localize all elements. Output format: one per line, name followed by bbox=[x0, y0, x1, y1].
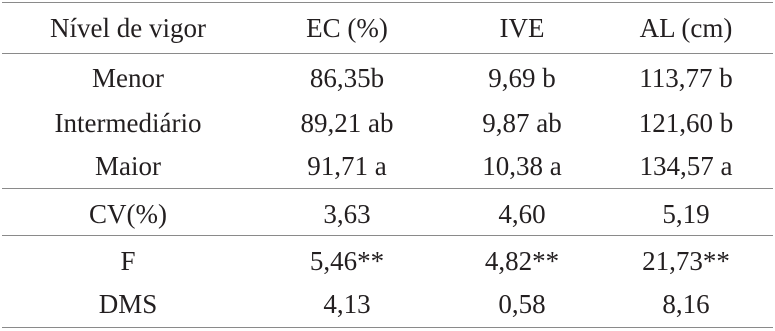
ec-value: 4,13 bbox=[323, 289, 371, 319]
ec-value: 91,71 a bbox=[307, 151, 387, 181]
header-row bbox=[2, 5, 773, 51]
cv-rule bbox=[2, 235, 773, 236]
table-row bbox=[2, 281, 773, 327]
header-rule bbox=[2, 53, 773, 54]
ive-value: 4,60 bbox=[498, 199, 546, 229]
ec-value: 89,21 ab bbox=[300, 108, 394, 138]
row-label: Maior bbox=[95, 151, 161, 181]
row-label: DMS bbox=[98, 289, 158, 319]
table-row bbox=[2, 143, 773, 189]
ec-value: 3,63 bbox=[323, 199, 371, 229]
header-cell-vigor-level: Nível de vigor bbox=[50, 13, 206, 43]
stats-rule bbox=[2, 188, 773, 189]
ive-value: 9,87 ab bbox=[482, 108, 562, 138]
al-value: 21,73** bbox=[642, 246, 730, 276]
al-value: 5,19 bbox=[662, 199, 710, 229]
ec-value: 86,35b bbox=[309, 63, 385, 93]
results-table bbox=[2, 2, 773, 328]
top-rule bbox=[2, 2, 773, 3]
table-row bbox=[2, 191, 773, 237]
al-value: 121,60 b bbox=[638, 108, 734, 138]
ec-value: 5,46** bbox=[309, 246, 385, 276]
ive-value: 0,58 bbox=[498, 289, 546, 319]
header-cell-al: AL (cm) bbox=[639, 13, 733, 43]
bottom-rule bbox=[2, 327, 773, 328]
row-label: Menor bbox=[92, 63, 164, 93]
header-cell-ec: EC (%) bbox=[306, 13, 388, 43]
header-cell-ive: IVE bbox=[499, 13, 545, 43]
row-label: F bbox=[120, 246, 136, 276]
al-value: 113,77 b bbox=[639, 63, 733, 93]
ive-value: 10,38 a bbox=[482, 151, 562, 181]
ive-value: 9,69 b bbox=[488, 63, 556, 93]
row-label: CV(%) bbox=[89, 199, 167, 229]
table-row bbox=[2, 238, 773, 284]
table-row bbox=[2, 100, 773, 146]
ive-value: 4,82** bbox=[484, 246, 560, 276]
row-label: Intermediário bbox=[54, 108, 202, 138]
al-value: 8,16 bbox=[662, 289, 710, 319]
al-value: 134,57 a bbox=[639, 151, 733, 181]
table-row bbox=[2, 55, 773, 101]
